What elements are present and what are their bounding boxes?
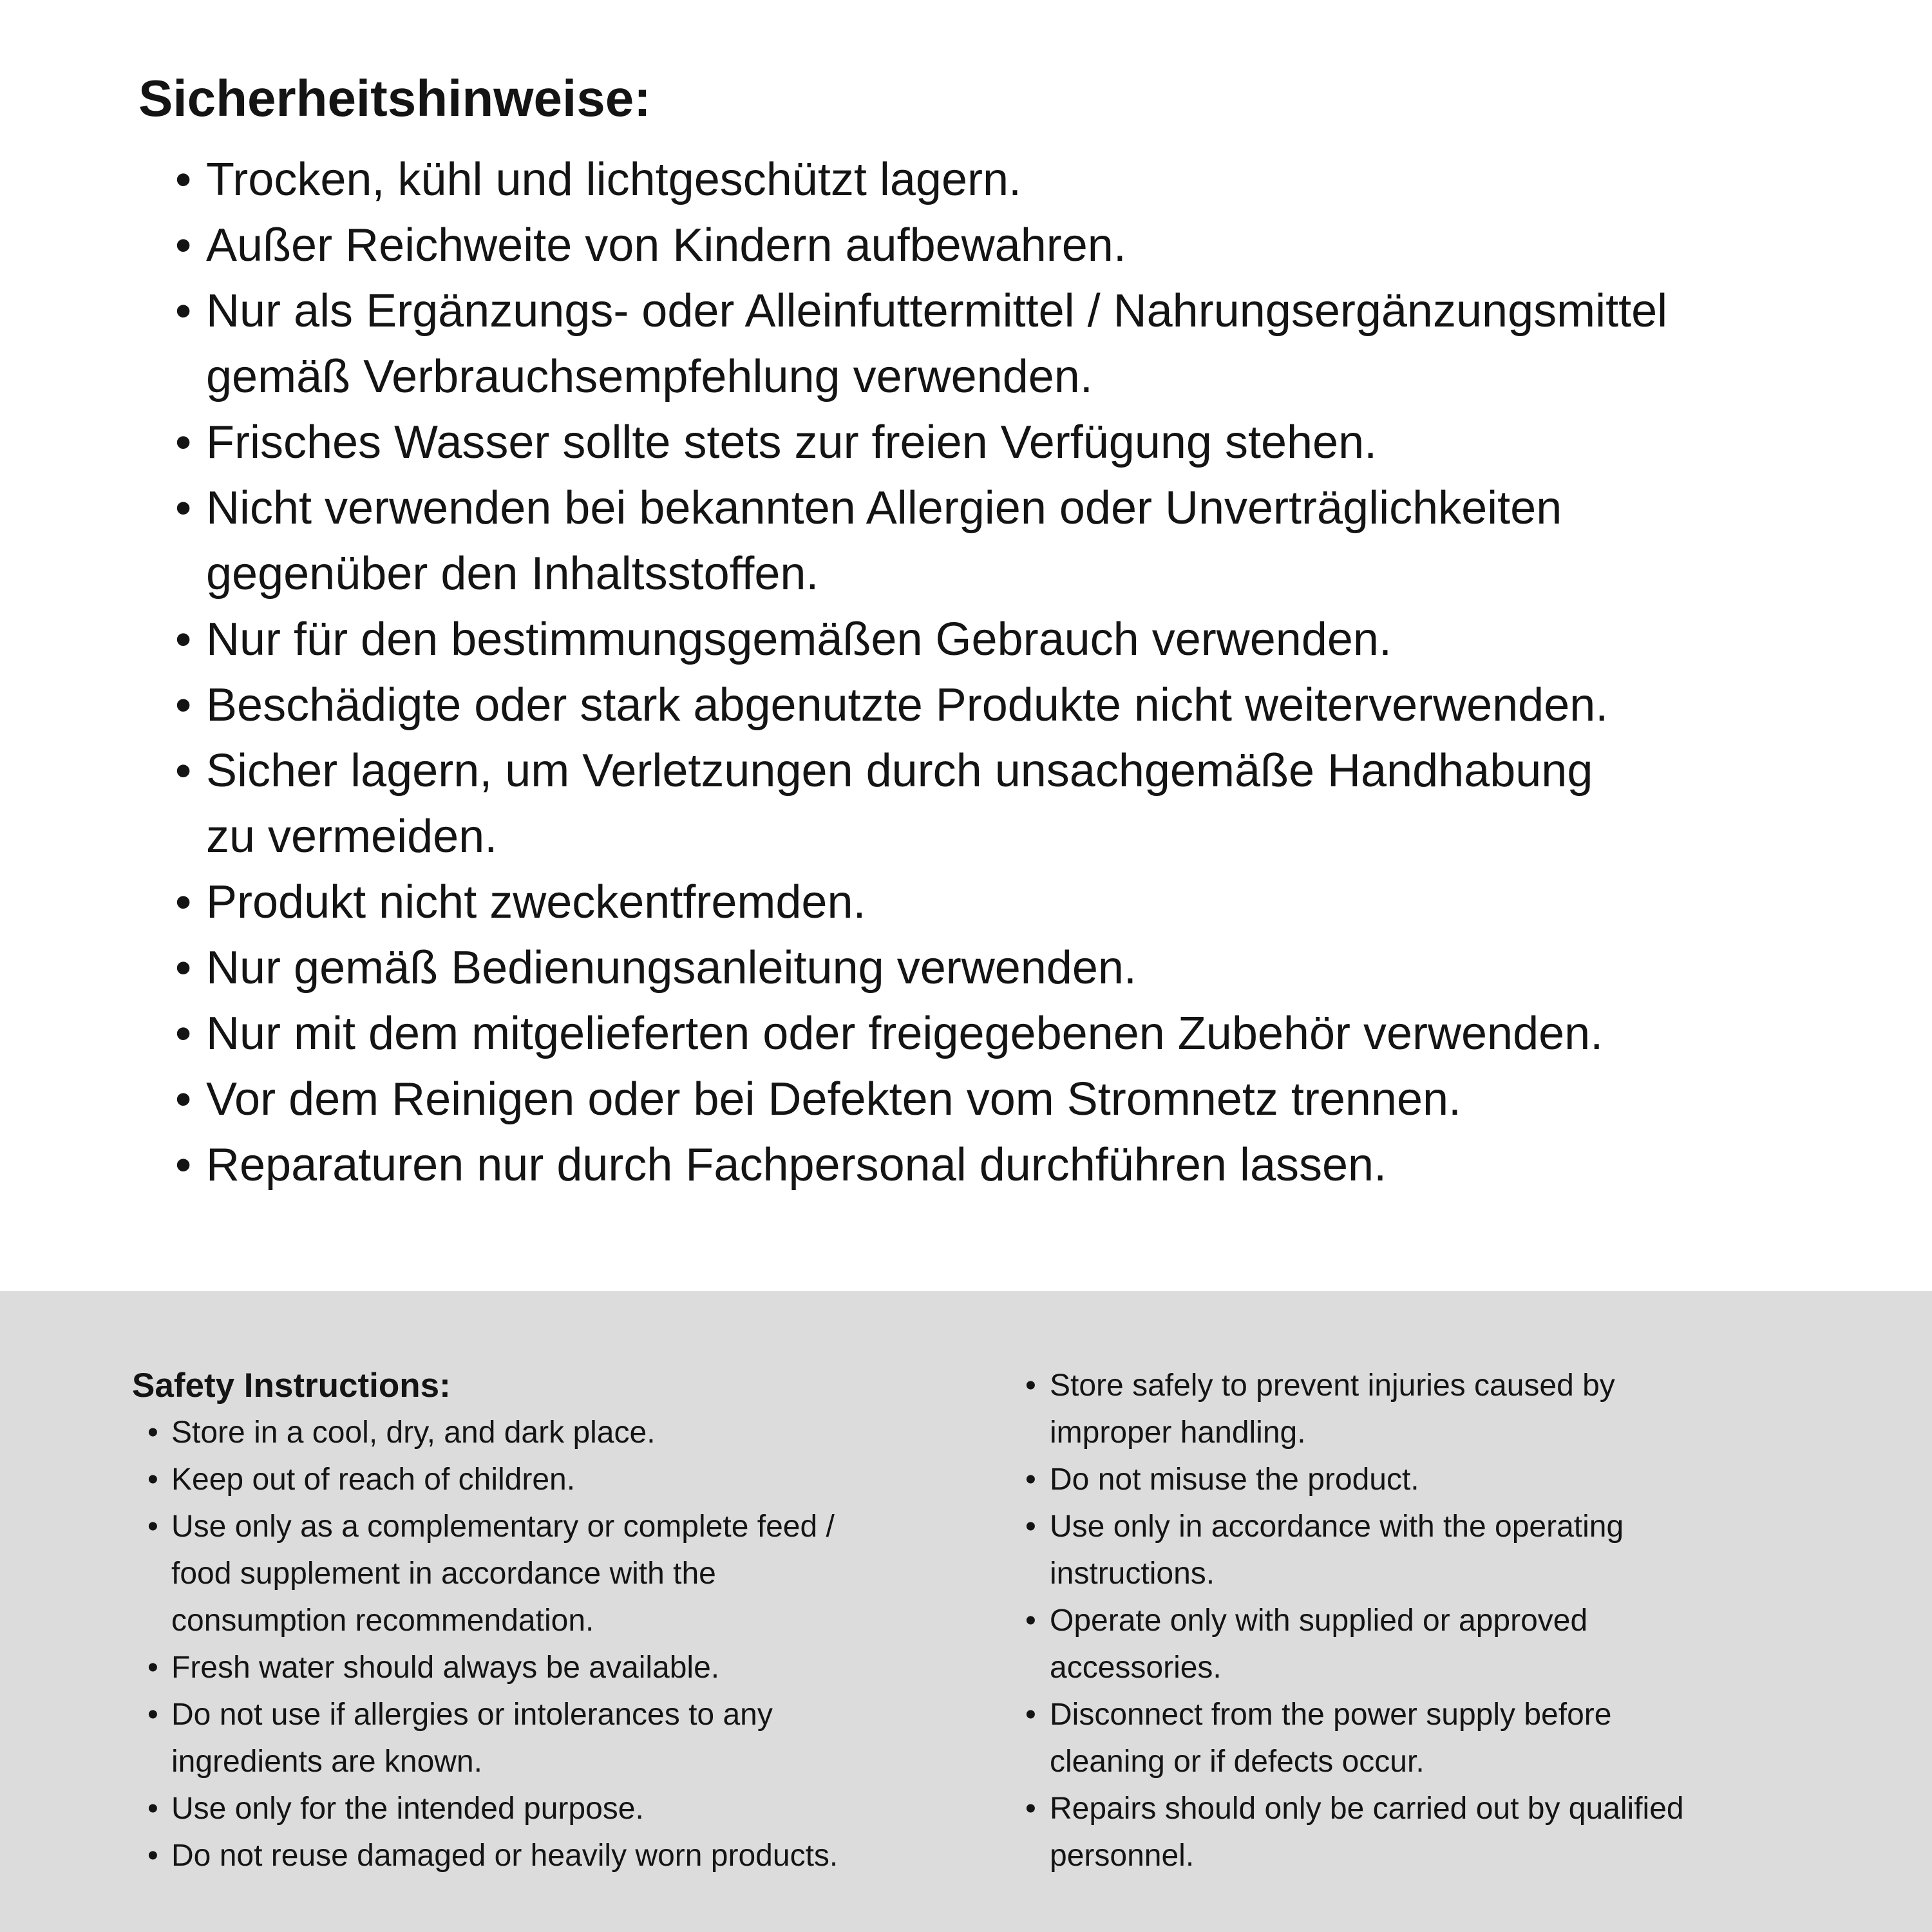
list-item bbox=[147, 1503, 1025, 1644]
list-item-line: Nur als Ergänzungs- oder Alleinfuttermittel / Nahrungsergänzungsmittel bbox=[206, 285, 1668, 337]
list-item-line: Disconnect from the power supply before bbox=[1050, 1698, 1612, 1732]
list-item bbox=[175, 1066, 1868, 1132]
bullet-icon: • bbox=[147, 1792, 158, 1826]
bullet-icon: • bbox=[175, 1139, 192, 1191]
list-item-line: Do not misuse the product. bbox=[1050, 1463, 1419, 1497]
list-item bbox=[1025, 1503, 1874, 1597]
list-item-line: zu vermeiden. bbox=[206, 811, 498, 862]
bullet-icon: • bbox=[147, 1698, 158, 1732]
list-item-line: accessories. bbox=[1050, 1651, 1222, 1685]
list-item bbox=[175, 935, 1868, 1001]
bullet-icon: • bbox=[175, 417, 192, 468]
list-item bbox=[147, 1691, 1025, 1785]
english-safety-list-left bbox=[132, 1409, 1025, 1879]
list-item-line: gemäß Verbrauchsempfehlung verwenden. bbox=[206, 351, 1093, 402]
list-item bbox=[175, 607, 1868, 672]
list-item-line: instructions. bbox=[1050, 1557, 1215, 1591]
list-item bbox=[175, 213, 1868, 278]
english-right-column bbox=[1025, 1362, 1874, 1879]
bullet-icon: • bbox=[1025, 1604, 1036, 1638]
list-item bbox=[175, 475, 1868, 607]
list-item-line: improper handling. bbox=[1050, 1416, 1306, 1450]
list-item-line: gegenüber den Inhaltsstoffen. bbox=[206, 548, 819, 600]
list-item-line: Repairs should only be carried out by qualified bbox=[1050, 1792, 1684, 1826]
list-item-line: Use only as a complementary or complete feed / bbox=[171, 1510, 835, 1544]
bullet-icon: • bbox=[175, 942, 192, 994]
list-item-line: Sicher lagern, um Verletzungen durch unsachgemäße Handhabung bbox=[206, 745, 1593, 797]
list-item bbox=[175, 1132, 1868, 1198]
list-item bbox=[175, 738, 1868, 869]
bullet-icon: • bbox=[175, 1074, 192, 1125]
list-item bbox=[175, 278, 1868, 410]
list-item-line: Store in a cool, dry, and dark place. bbox=[171, 1416, 656, 1450]
english-left-column bbox=[132, 1362, 1025, 1879]
bullet-icon: • bbox=[175, 285, 192, 337]
list-item-line: Außer Reichweite von Kindern aufbewahren. bbox=[206, 220, 1126, 271]
list-item-line: Fresh water should always be available. bbox=[171, 1651, 720, 1685]
bullet-icon: • bbox=[147, 1651, 158, 1685]
list-item-line: consumption recommendation. bbox=[171, 1604, 594, 1638]
list-item bbox=[175, 147, 1868, 213]
list-item bbox=[1025, 1691, 1874, 1785]
list-item bbox=[147, 1644, 1025, 1691]
list-item-line: personnel. bbox=[1050, 1839, 1195, 1873]
list-item bbox=[147, 1832, 1025, 1879]
bullet-icon: • bbox=[147, 1463, 158, 1497]
list-item-line: Produkt nicht zweckentfremden. bbox=[206, 876, 866, 928]
list-item-line: Keep out of reach of children. bbox=[171, 1463, 576, 1497]
list-item bbox=[175, 869, 1868, 935]
list-item-line: cleaning or if defects occur. bbox=[1050, 1745, 1425, 1779]
list-item bbox=[147, 1409, 1025, 1456]
bullet-icon: • bbox=[175, 745, 192, 797]
list-item-line: Vor dem Reinigen oder bei Defekten vom Stromnetz trennen. bbox=[206, 1074, 1462, 1125]
bullet-icon: • bbox=[175, 154, 192, 205]
list-item-line: ingredients are known. bbox=[171, 1745, 482, 1779]
bullet-icon: • bbox=[1025, 1792, 1036, 1826]
list-item-line: Nur gemäß Bedienungsanleitung verwenden. bbox=[206, 942, 1137, 994]
list-item-line: Store safely to prevent injuries caused by bbox=[1050, 1368, 1615, 1403]
list-item bbox=[1025, 1785, 1874, 1879]
bullet-icon: • bbox=[175, 679, 192, 731]
list-item-line: Use only for the intended purpose. bbox=[171, 1792, 644, 1826]
english-safety-section bbox=[0, 1291, 1932, 1932]
bullet-icon: • bbox=[147, 1510, 158, 1544]
list-item-line: Nicht verwenden bei bekannten Allergien oder Unverträglichkeiten bbox=[206, 482, 1562, 534]
bullet-icon: • bbox=[175, 614, 192, 665]
list-item-line: Use only in accordance with the operating bbox=[1050, 1510, 1624, 1544]
list-item-line: Reparaturen nur durch Fachpersonal durchführen lassen. bbox=[206, 1139, 1387, 1191]
list-item bbox=[175, 672, 1868, 738]
list-item bbox=[147, 1785, 1025, 1832]
bullet-icon: • bbox=[1025, 1368, 1036, 1403]
list-item bbox=[147, 1456, 1025, 1503]
bullet-icon: • bbox=[1025, 1510, 1036, 1544]
list-item-line: Frisches Wasser sollte stets zur freien Verfügung stehen. bbox=[206, 417, 1378, 468]
german-heading: Sicherheitshinweise: bbox=[138, 70, 651, 127]
list-item bbox=[1025, 1456, 1874, 1503]
bullet-icon: • bbox=[1025, 1463, 1036, 1497]
list-item-line: Nur für den bestimmungsgemäßen Gebrauch verwenden. bbox=[206, 614, 1392, 665]
bullet-icon: • bbox=[147, 1416, 158, 1450]
bullet-icon: • bbox=[175, 876, 192, 928]
english-safety-list-right bbox=[1025, 1362, 1874, 1879]
list-item-line: Trocken, kühl und lichtgeschützt lagern. bbox=[206, 154, 1022, 205]
list-item bbox=[1025, 1597, 1874, 1691]
list-item bbox=[175, 1001, 1868, 1066]
english-heading: Safety Instructions: bbox=[132, 1367, 451, 1405]
bullet-icon: • bbox=[147, 1839, 158, 1873]
list-item-line: Do not use if allergies or intolerances to any bbox=[171, 1698, 773, 1732]
bullet-icon: • bbox=[175, 1008, 192, 1059]
list-item-line: Beschädigte oder stark abgenutzte Produkte nicht weiterverwenden. bbox=[206, 679, 1609, 731]
german-safety-list bbox=[138, 147, 1868, 1198]
list-item-line: Operate only with supplied or approved bbox=[1050, 1604, 1588, 1638]
bullet-icon: • bbox=[1025, 1698, 1036, 1732]
list-item bbox=[175, 410, 1868, 475]
bullet-icon: • bbox=[175, 482, 192, 534]
list-item-line: food supplement in accordance with the bbox=[171, 1557, 716, 1591]
list-item bbox=[1025, 1362, 1874, 1456]
list-item-line: Nur mit dem mitgelieferten oder freigegebenen Zubehör verwenden. bbox=[206, 1008, 1604, 1059]
list-item-line: Do not reuse damaged or heavily worn products. bbox=[171, 1839, 838, 1873]
bullet-icon: • bbox=[175, 220, 192, 271]
